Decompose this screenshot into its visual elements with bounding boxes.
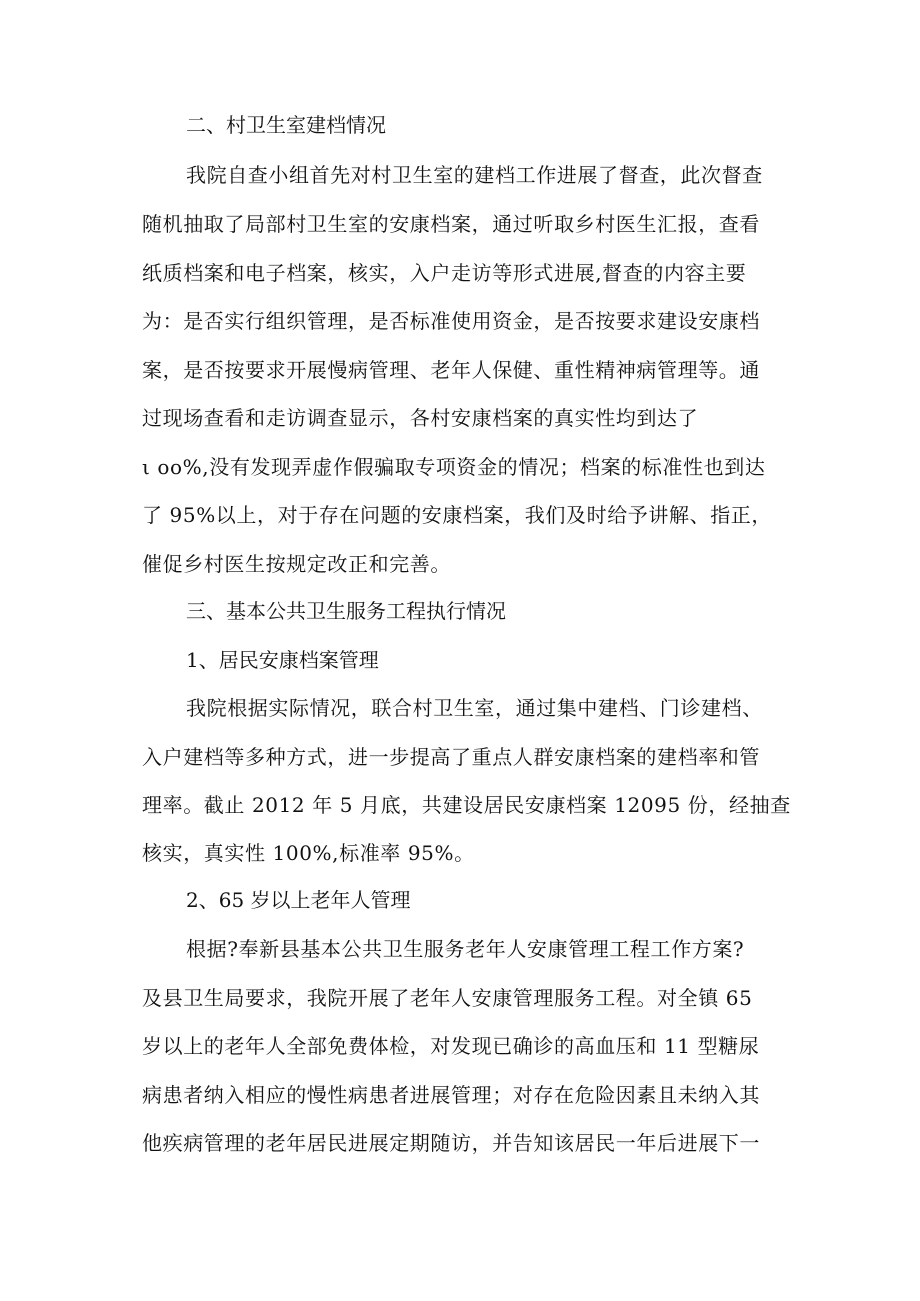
paragraph-line: 催促乡村医生按规定改正和完善。	[142, 552, 451, 576]
paragraph-line: 了 95%以上，对于存在问题的安康档案，我们及时给予讲解、指正，	[142, 503, 773, 527]
section-3-heading: 三、基本公共卫生服务工程执行情况	[186, 599, 506, 623]
paragraph-line: 案，是否按要求开展慢病管理、老年人保健、重性精神病管理等。通	[142, 358, 760, 382]
paragraph-line: 病患者纳入相应的慢性病患者进展管理；对存在危险因素且未纳入其	[142, 1083, 760, 1107]
section-2-heading: 二、村卫生室建档情况	[186, 113, 386, 137]
subsection-2-heading: 2、65 岁以上老年人管理	[186, 888, 411, 912]
paragraph-line: 随机抽取了局部村卫生室的安康档案，通过听取乡村医生汇报，查看	[142, 212, 760, 236]
paragraph-line: 核实，真实性 100%,标准率 95%。	[142, 841, 475, 865]
paragraph-line: 为：是否实行组织管理，是否标准使用资金，是否按要求建设安康档	[142, 309, 760, 333]
paragraph-line: 他疾病管理的老年居民进展定期随访，并告知该居民一年后进展下一	[142, 1131, 760, 1155]
paragraph-line: 根据?奉新县基本公共卫生服务老年人安康管理工程工作方案?	[186, 937, 745, 961]
paragraph-line: ι oo%,没有发现弄虚作假骗取专项资金的情况；档案的标准性也到达	[142, 455, 766, 479]
paragraph-line: 纸质档案和电子档案，核实，入户走访等形式进展,督查的内容主要	[142, 261, 747, 285]
paragraph-line: 理率。截止 2012 年 5 月底，共建设居民安康档案 12095 份，经抽查	[142, 793, 791, 817]
paragraph-line: 及县卫生局要求，我院开展了老年人安康管理服务工程。对全镇 65	[142, 986, 753, 1010]
paragraph-line: 过现场查看和走访调查显示，各村安康档案的真实性均到达了	[142, 406, 699, 430]
paragraph-line: 我院自查小组首先对村卫生室的建档工作进展了督查，此次督查	[186, 163, 763, 187]
paragraph-line: 入户建档等多种方式，进一步提高了重点人群安康档案的建档率和管	[142, 745, 760, 769]
paragraph-line: 我院根据实际情况，联合村卫生室，通过集中建档、门诊建档、	[186, 696, 763, 720]
paragraph-line: 岁以上的老年人全部免费体检，对发现已确诊的高血压和 11 型糖尿	[142, 1034, 760, 1058]
subsection-1-heading: 1、居民安康档案管理	[186, 648, 379, 672]
